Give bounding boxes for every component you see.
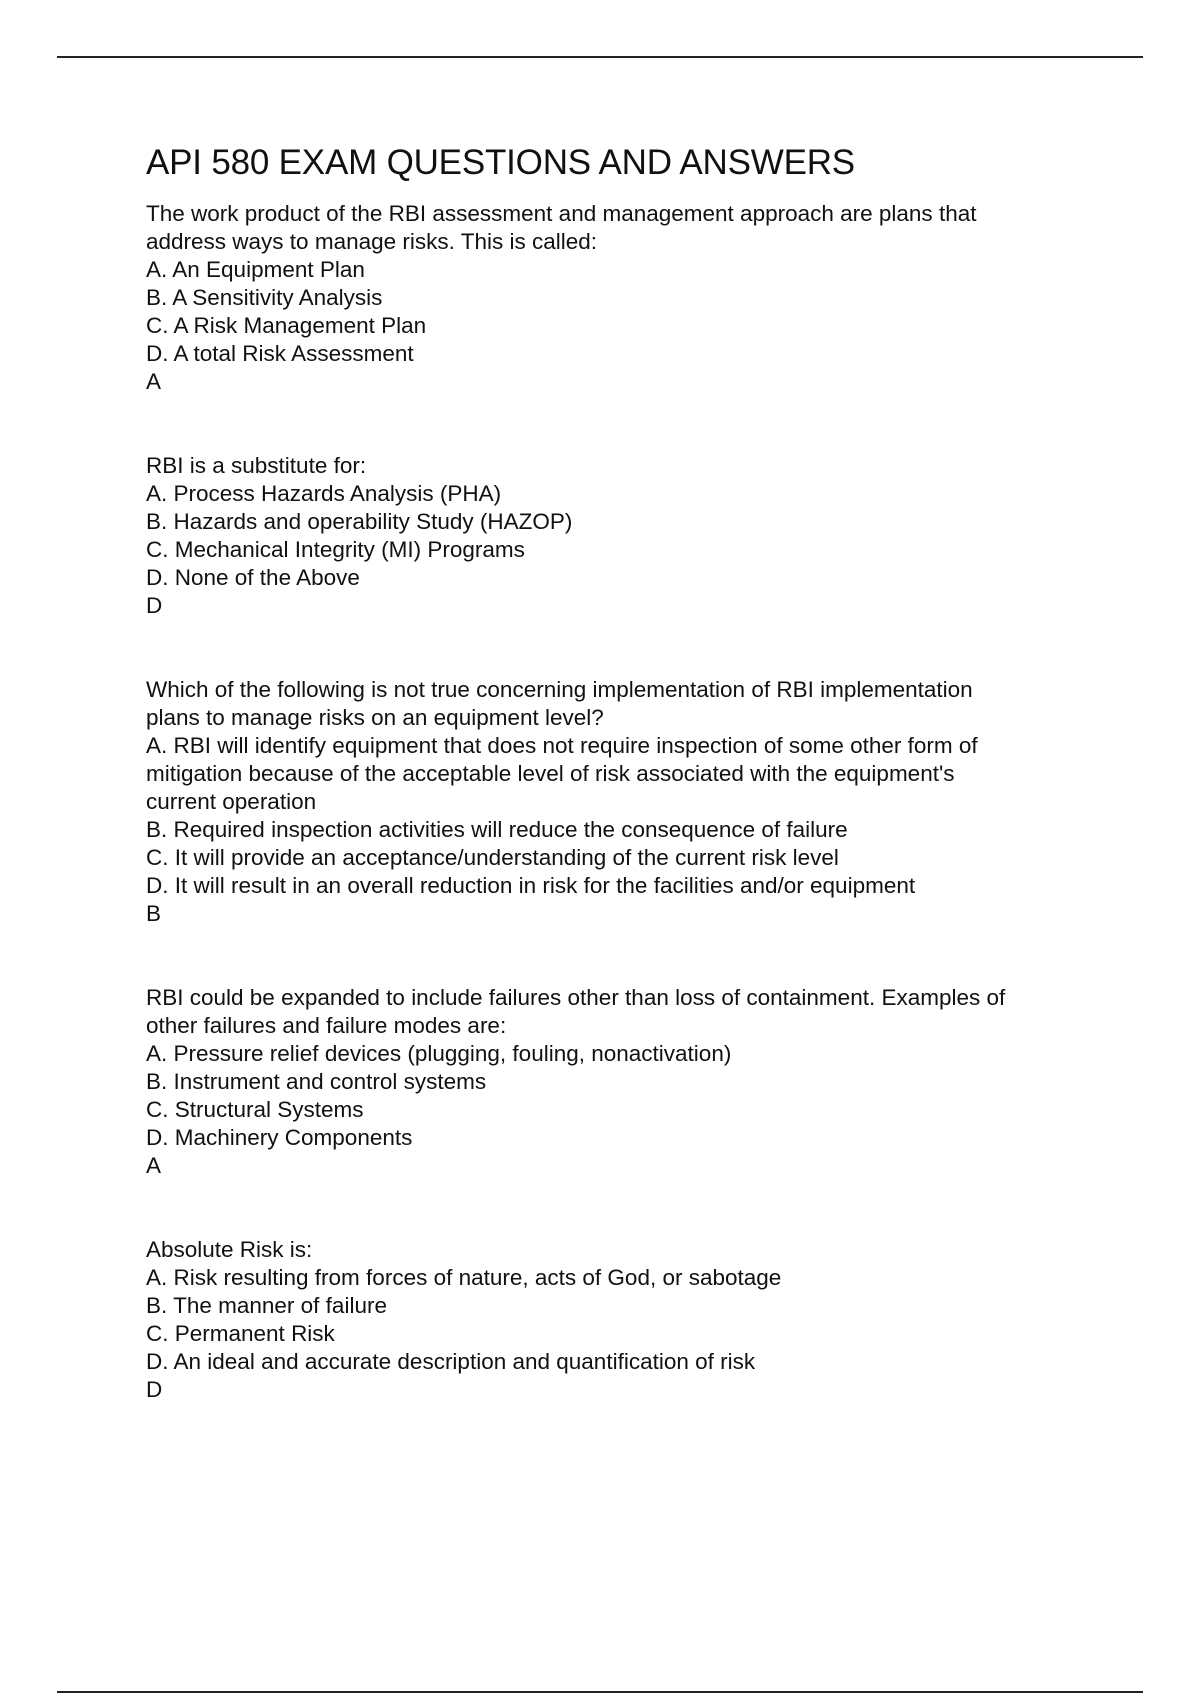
answer-option: D. A total Risk Assessment [146,341,414,366]
question-text: RBI could be expanded to include failures other than loss of containment. Examples of [146,985,1006,1010]
answer-option: B. A Sensitivity Analysis [146,285,383,310]
answer-option: B. Required inspection activities will reduce the consequence of failure [146,817,848,842]
question-text: address ways to manage risks. This is called: [146,229,598,254]
question-text: Absolute Risk is: [146,1237,313,1262]
question-block-3 [146,676,1086,928]
bottom-rule [57,1691,1143,1693]
answer-option: C. It will provide an acceptance/understanding of the current risk level [146,845,839,870]
correct-answer: A [146,369,162,394]
answer-option: mitigation because of the acceptable level of risk associated with the equipment's [146,761,955,786]
question-text: other failures and failure modes are: [146,1013,507,1038]
question-text: Which of the following is not true concerning implementation of RBI implementation [146,677,973,702]
answer-option: D. None of the Above [146,565,360,590]
answer-option: D. It will result in an overall reduction in risk for the facilities and/or equipment [146,873,916,898]
page-title: API 580 EXAM QUESTIONS AND ANSWERS [146,143,855,182]
answer-option: D. Machinery Components [146,1125,413,1150]
answer-option: A. Process Hazards Analysis (PHA) [146,481,502,506]
question-block-2 [146,452,1086,620]
answer-option: A. RBI will identify equipment that does not require inspection of some other form of [146,733,978,758]
correct-answer: B [146,901,162,926]
answer-option: C. Mechanical Integrity (MI) Programs [146,537,525,562]
question-block-4 [146,984,1086,1180]
question-text: plans to manage risks on an equipment level? [146,705,604,730]
answer-option: D. An ideal and accurate description and quantification of risk [146,1349,756,1374]
page-content [146,140,1086,1460]
correct-answer: D [146,1377,163,1402]
answer-option: A. Pressure relief devices (plugging, fouling, nonactivation) [146,1041,732,1066]
answer-option: current operation [146,789,317,814]
answer-option: C. A Risk Management Plan [146,313,427,338]
answer-option: B. The manner of failure [146,1293,387,1318]
answer-option: B. Instrument and control systems [146,1069,487,1094]
correct-answer: D [146,593,163,618]
answer-option: A. Risk resulting from forces of nature, acts of God, or sabotage [146,1265,782,1290]
correct-answer: A [146,1153,162,1178]
answer-option: A. An Equipment Plan [146,257,365,282]
answer-option: B. Hazards and operability Study (HAZOP) [146,509,573,534]
answer-option: C. Permanent Risk [146,1321,335,1346]
answer-option: C. Structural Systems [146,1097,364,1122]
question-text: RBI is a substitute for: [146,453,367,478]
question-text: The work product of the RBI assessment and management approach are plans that [146,201,977,226]
top-rule [57,56,1143,58]
question-block-1 [146,200,1086,396]
question-block-5 [146,1236,1086,1404]
